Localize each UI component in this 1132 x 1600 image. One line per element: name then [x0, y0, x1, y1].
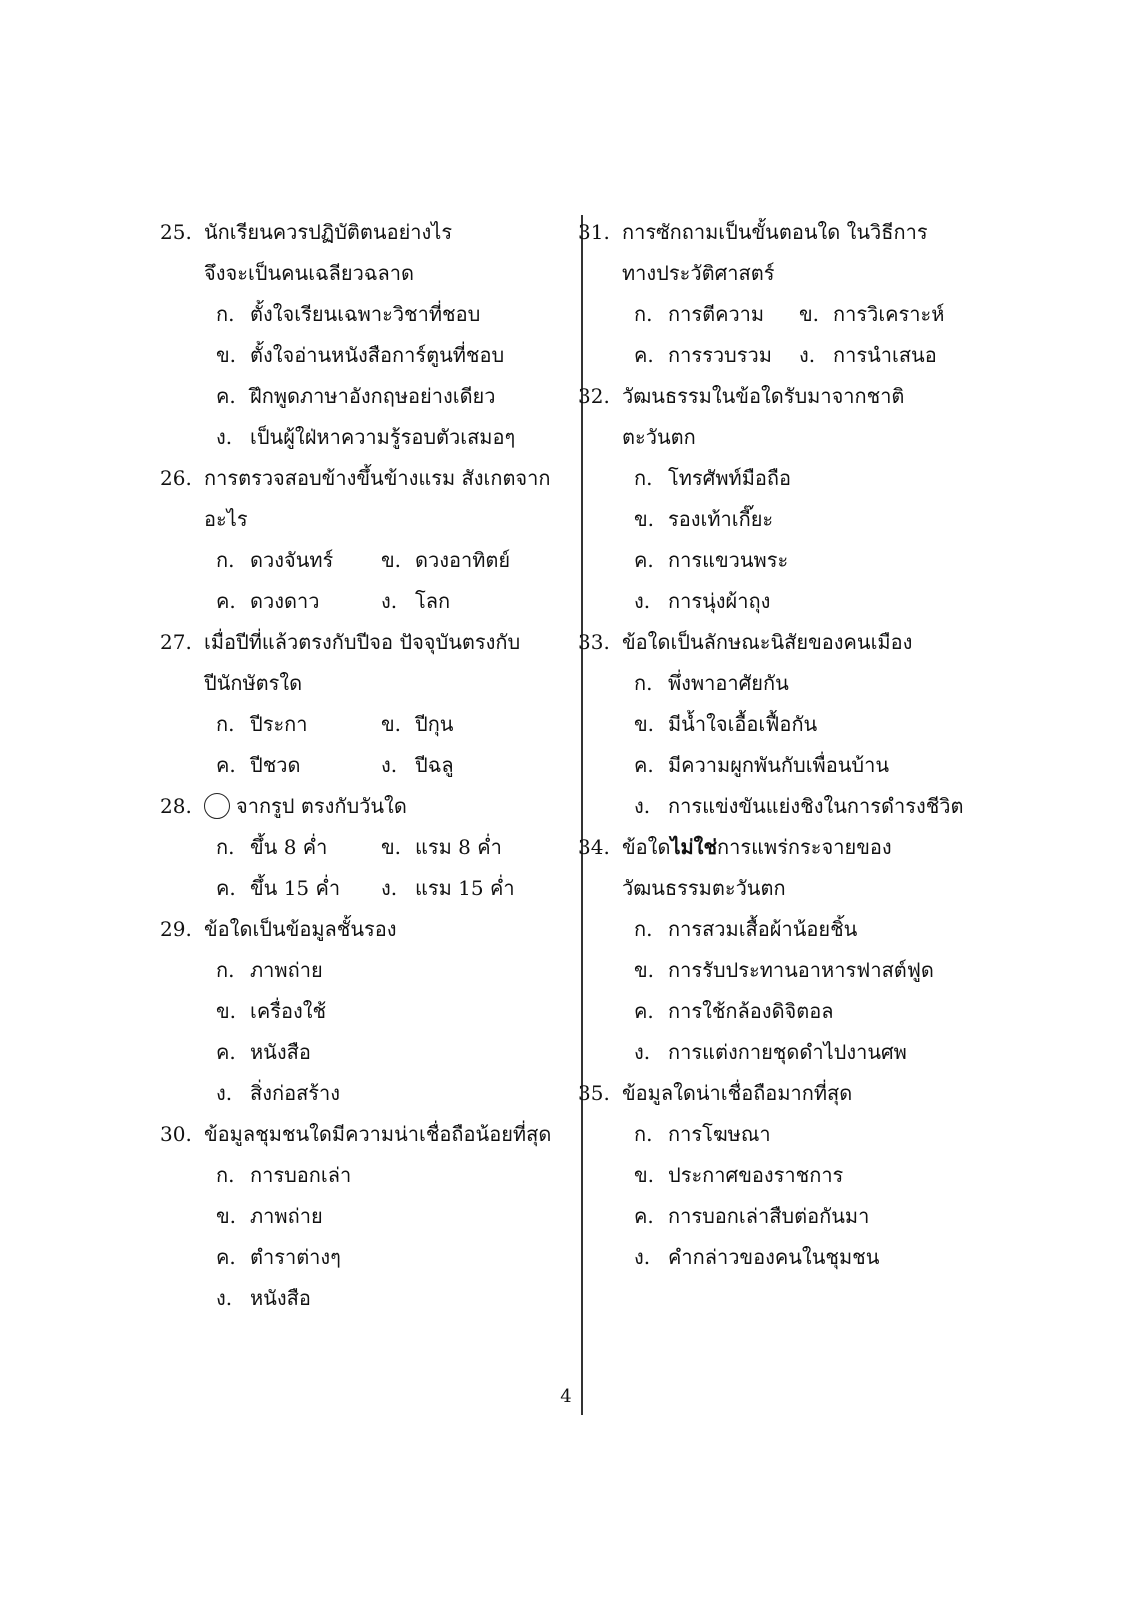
- option-text: การบอกเล่า: [250, 1163, 352, 1187]
- option: [160, 1032, 560, 1073]
- option-text: ขึ้น 8 ค่ำ: [250, 835, 328, 859]
- option-letter: ข.: [216, 999, 237, 1023]
- option-letter: ค.: [216, 876, 236, 900]
- option-text: แรม 8 ค่ำ: [415, 835, 502, 859]
- option-row: [578, 294, 998, 335]
- question-text: การตรวจสอบข้างขึ้นข้างแรม สังเกตจาก: [204, 466, 551, 490]
- option: [578, 991, 998, 1032]
- option-text: โลก: [415, 589, 451, 613]
- option-text: ปีระกา: [250, 712, 308, 736]
- option: [578, 458, 998, 499]
- question-25: [160, 212, 560, 253]
- option-letter: ก.: [216, 958, 235, 982]
- question-30: [160, 1114, 560, 1155]
- option-row: [160, 868, 560, 909]
- option: [578, 1196, 998, 1237]
- option-text: ปีฉลู: [415, 753, 454, 777]
- option-letter: ค.: [216, 589, 236, 613]
- option-text: มีความผูกพันกับเพื่อนบ้าน: [668, 753, 889, 777]
- option: [578, 745, 998, 786]
- option-text: การรวบรวม: [668, 343, 772, 367]
- option-row: [160, 704, 560, 745]
- option: [578, 1155, 998, 1196]
- option: [578, 950, 998, 991]
- option-letter: ค.: [634, 999, 654, 1023]
- question-29: [160, 909, 560, 950]
- option-letter: ค.: [216, 384, 236, 408]
- question-text-cont: จึงจะเป็นคนเฉลียวฉลาด: [204, 261, 414, 285]
- option-row: [160, 540, 560, 581]
- option: [578, 581, 998, 622]
- option-letter: ง.: [634, 794, 651, 818]
- option-text: พึ่งพาอาศัยกัน: [668, 671, 789, 695]
- option: [160, 1237, 560, 1278]
- option: [578, 1114, 998, 1155]
- question-text-cont: วัฒนธรรมตะวันตก: [622, 876, 786, 900]
- question-number: 35.: [578, 1081, 610, 1105]
- option-letter: ง.: [381, 876, 398, 900]
- option-letter: ข.: [381, 835, 402, 859]
- option-letter: ข.: [634, 958, 655, 982]
- option-letter: ข.: [799, 302, 820, 326]
- question-number: 27.: [160, 630, 192, 654]
- option-text: การสวมเสื้อผ้าน้อยชิ้น: [668, 917, 858, 941]
- option-text: ภาพถ่าย: [250, 958, 323, 982]
- question-26: [160, 458, 560, 499]
- question-27: [160, 622, 560, 663]
- option-text: สิ่งก่อสร้าง: [250, 1081, 341, 1105]
- option: [160, 1073, 560, 1114]
- option-letter: ค.: [634, 343, 654, 367]
- option-letter: ง.: [381, 589, 398, 613]
- option-letter: ข.: [381, 712, 402, 736]
- option-text: ภาพถ่าย: [250, 1204, 323, 1228]
- option-text: แรม 15 ค่ำ: [415, 876, 515, 900]
- option-letter: ง.: [634, 1040, 651, 1064]
- option-text: การใช้กล้องดิจิตอล: [668, 999, 834, 1023]
- option: [160, 950, 560, 991]
- option-text: การนำเสนอ: [833, 343, 937, 367]
- question-number: 32.: [578, 384, 610, 408]
- question-text-cont: ปีนักษัตรใด: [204, 671, 303, 695]
- option-text: ปีชวด: [250, 753, 301, 777]
- question-35: [578, 1073, 998, 1114]
- option-letter: ข.: [634, 507, 655, 531]
- question-text: การซักถามเป็นขั้นตอนใด ในวิธีการ: [622, 220, 928, 244]
- option-letter: ก.: [216, 835, 235, 859]
- question-text-cont: ตะวันตก: [622, 425, 696, 449]
- question-number: 25.: [160, 220, 192, 244]
- option-text: การรับประทานอาหารฟาสต์ฟูด: [668, 958, 934, 982]
- full-moon-circle-icon: [204, 793, 230, 819]
- question-text: วัฒนธรรมในข้อใดรับมาจากชาติ: [622, 384, 905, 408]
- question-text: ข้อมูลใดน่าเชื่อถือมากที่สุด: [622, 1081, 853, 1105]
- option-text: หนังสือ: [250, 1286, 311, 1310]
- option-letter: ข.: [216, 343, 237, 367]
- option-text: ดวงดาว: [250, 589, 320, 613]
- question-32: [578, 376, 998, 417]
- question-text-emphasis: ไม่ใช่: [670, 835, 718, 859]
- option-letter: ก.: [216, 712, 235, 736]
- option-text: การโฆษณา: [668, 1122, 771, 1146]
- option-letter: ก.: [634, 671, 653, 695]
- option-row: [578, 335, 998, 376]
- option-letter: ค.: [634, 753, 654, 777]
- page-number: 4: [560, 1386, 572, 1407]
- option-letter: ง.: [216, 425, 233, 449]
- option-text: เป็นผู้ใฝ่หาความรู้รอบตัวเสมอๆ: [250, 425, 516, 449]
- question-number: 26.: [160, 466, 192, 490]
- option-text: การตีความ: [668, 302, 765, 326]
- option-text: โทรศัพท์มือถือ: [668, 466, 792, 490]
- option: [578, 704, 998, 745]
- option-letter: ก.: [216, 1163, 235, 1187]
- option-letter: ก.: [216, 302, 235, 326]
- question-31: [578, 212, 998, 253]
- question-number: 31.: [578, 220, 610, 244]
- option-letter: ง.: [634, 1245, 651, 1269]
- option-letter: ก.: [634, 466, 653, 490]
- option-text: รองเท้าเกี๊ยะ: [668, 507, 774, 531]
- option: [578, 540, 998, 581]
- option: [160, 1278, 560, 1319]
- question-text: ข้อใดเป็นลักษณะนิสัยของคนเมือง: [622, 630, 913, 654]
- question-text-post: การแพร่กระจายของ: [717, 835, 892, 859]
- option-text: ตำราต่างๆ: [250, 1245, 341, 1269]
- option-text: การแข่งขันแย่งชิงในการดำรงชีวิต: [668, 794, 964, 818]
- option-letter: ค.: [634, 1204, 654, 1228]
- option-text: คำกล่าวของคนในชุมชน: [668, 1245, 880, 1269]
- question-number: 28.: [160, 794, 192, 818]
- question-text: ข้อมูลชุมชนใดมีความน่าเชื่อถือน้อยที่สุด: [204, 1122, 552, 1146]
- option-text: ตั้งใจเรียนเฉพาะวิชาที่ชอบ: [250, 302, 481, 326]
- option-letter: ค.: [216, 1245, 236, 1269]
- question-33: [578, 622, 998, 663]
- question-text: ข้อใดเป็นข้อมูลชั้นรอง: [204, 917, 397, 941]
- option-letter: ค.: [216, 753, 236, 777]
- option: [160, 1196, 560, 1237]
- question-text: จากรูป ตรงกับวันใด: [236, 794, 407, 818]
- option: [578, 786, 998, 827]
- option-letter: ก.: [216, 548, 235, 572]
- option-text: การบอกเล่าสืบต่อกันมา: [668, 1204, 870, 1228]
- option-letter: ง.: [634, 589, 651, 613]
- question-number: 30.: [160, 1122, 192, 1146]
- option-text: มีน้ำใจเอื้อเฟื้อกัน: [668, 712, 818, 736]
- option-text: การวิเคราะห์: [833, 302, 945, 326]
- question-text-cont: ทางประวัติศาสตร์: [622, 261, 775, 285]
- option: [578, 663, 998, 704]
- question-number: 33.: [578, 630, 610, 654]
- option-letter: ก.: [634, 917, 653, 941]
- right-column: [578, 212, 998, 1278]
- option-text: การแต่งกายชุดดำไปงานศพ: [668, 1040, 907, 1064]
- option: [578, 1237, 998, 1278]
- question-text: เมื่อปีที่แล้วตรงกับปีจอ ปัจจุบันตรงกับ: [204, 630, 521, 654]
- question-text-pre: ข้อใด: [622, 835, 671, 859]
- option-letter: ก.: [634, 302, 653, 326]
- question-text-cont: อะไร: [204, 507, 248, 531]
- option-row: [160, 581, 560, 622]
- option-letter: ข.: [634, 1163, 655, 1187]
- option-text: ดวงจันทร์: [250, 548, 334, 572]
- option-letter: ง.: [216, 1081, 233, 1105]
- question-text: [622, 827, 892, 868]
- option: [578, 499, 998, 540]
- option-letter: ง.: [216, 1286, 233, 1310]
- option: [160, 376, 560, 417]
- option-text: ฝึกพูดภาษาอังกฤษอย่างเดียว: [250, 384, 496, 408]
- option-text: การแขวนพระ: [668, 548, 789, 572]
- option-text: ดวงอาทิตย์: [415, 548, 511, 572]
- question-number: 34.: [578, 835, 610, 859]
- question-34: [578, 827, 998, 868]
- option-letter: ค.: [634, 548, 654, 572]
- question-number: 29.: [160, 917, 192, 941]
- option-text: เครื่องใช้: [250, 999, 327, 1023]
- option: [160, 417, 560, 458]
- question-28: [160, 786, 560, 827]
- option: [578, 909, 998, 950]
- option-letter: ค.: [216, 1040, 236, 1064]
- option-row: [160, 827, 560, 868]
- left-column: [160, 212, 560, 1319]
- option-text: การนุ่งผ้าถุง: [668, 589, 771, 613]
- option: [160, 1155, 560, 1196]
- option-row: [160, 745, 560, 786]
- option-letter: ง.: [799, 343, 816, 367]
- option-letter: ข.: [634, 712, 655, 736]
- option-text: หนังสือ: [250, 1040, 311, 1064]
- option-letter: ก.: [634, 1122, 653, 1146]
- option-letter: ข.: [216, 1204, 237, 1228]
- option-letter: ข.: [381, 548, 402, 572]
- option: [160, 991, 560, 1032]
- question-text: นักเรียนควรปฏิบัติตนอย่างไร: [204, 220, 453, 244]
- option: [160, 294, 560, 335]
- option-text: ขึ้น 15 ค่ำ: [250, 876, 341, 900]
- option-text: ปีกุน: [415, 712, 454, 736]
- option-text: ประกาศของราชการ: [668, 1163, 844, 1187]
- option-letter: ง.: [381, 753, 398, 777]
- option: [578, 1032, 998, 1073]
- option-text: ตั้งใจอ่านหนังสือการ์ตูนที่ชอบ: [250, 343, 505, 367]
- option: [160, 335, 560, 376]
